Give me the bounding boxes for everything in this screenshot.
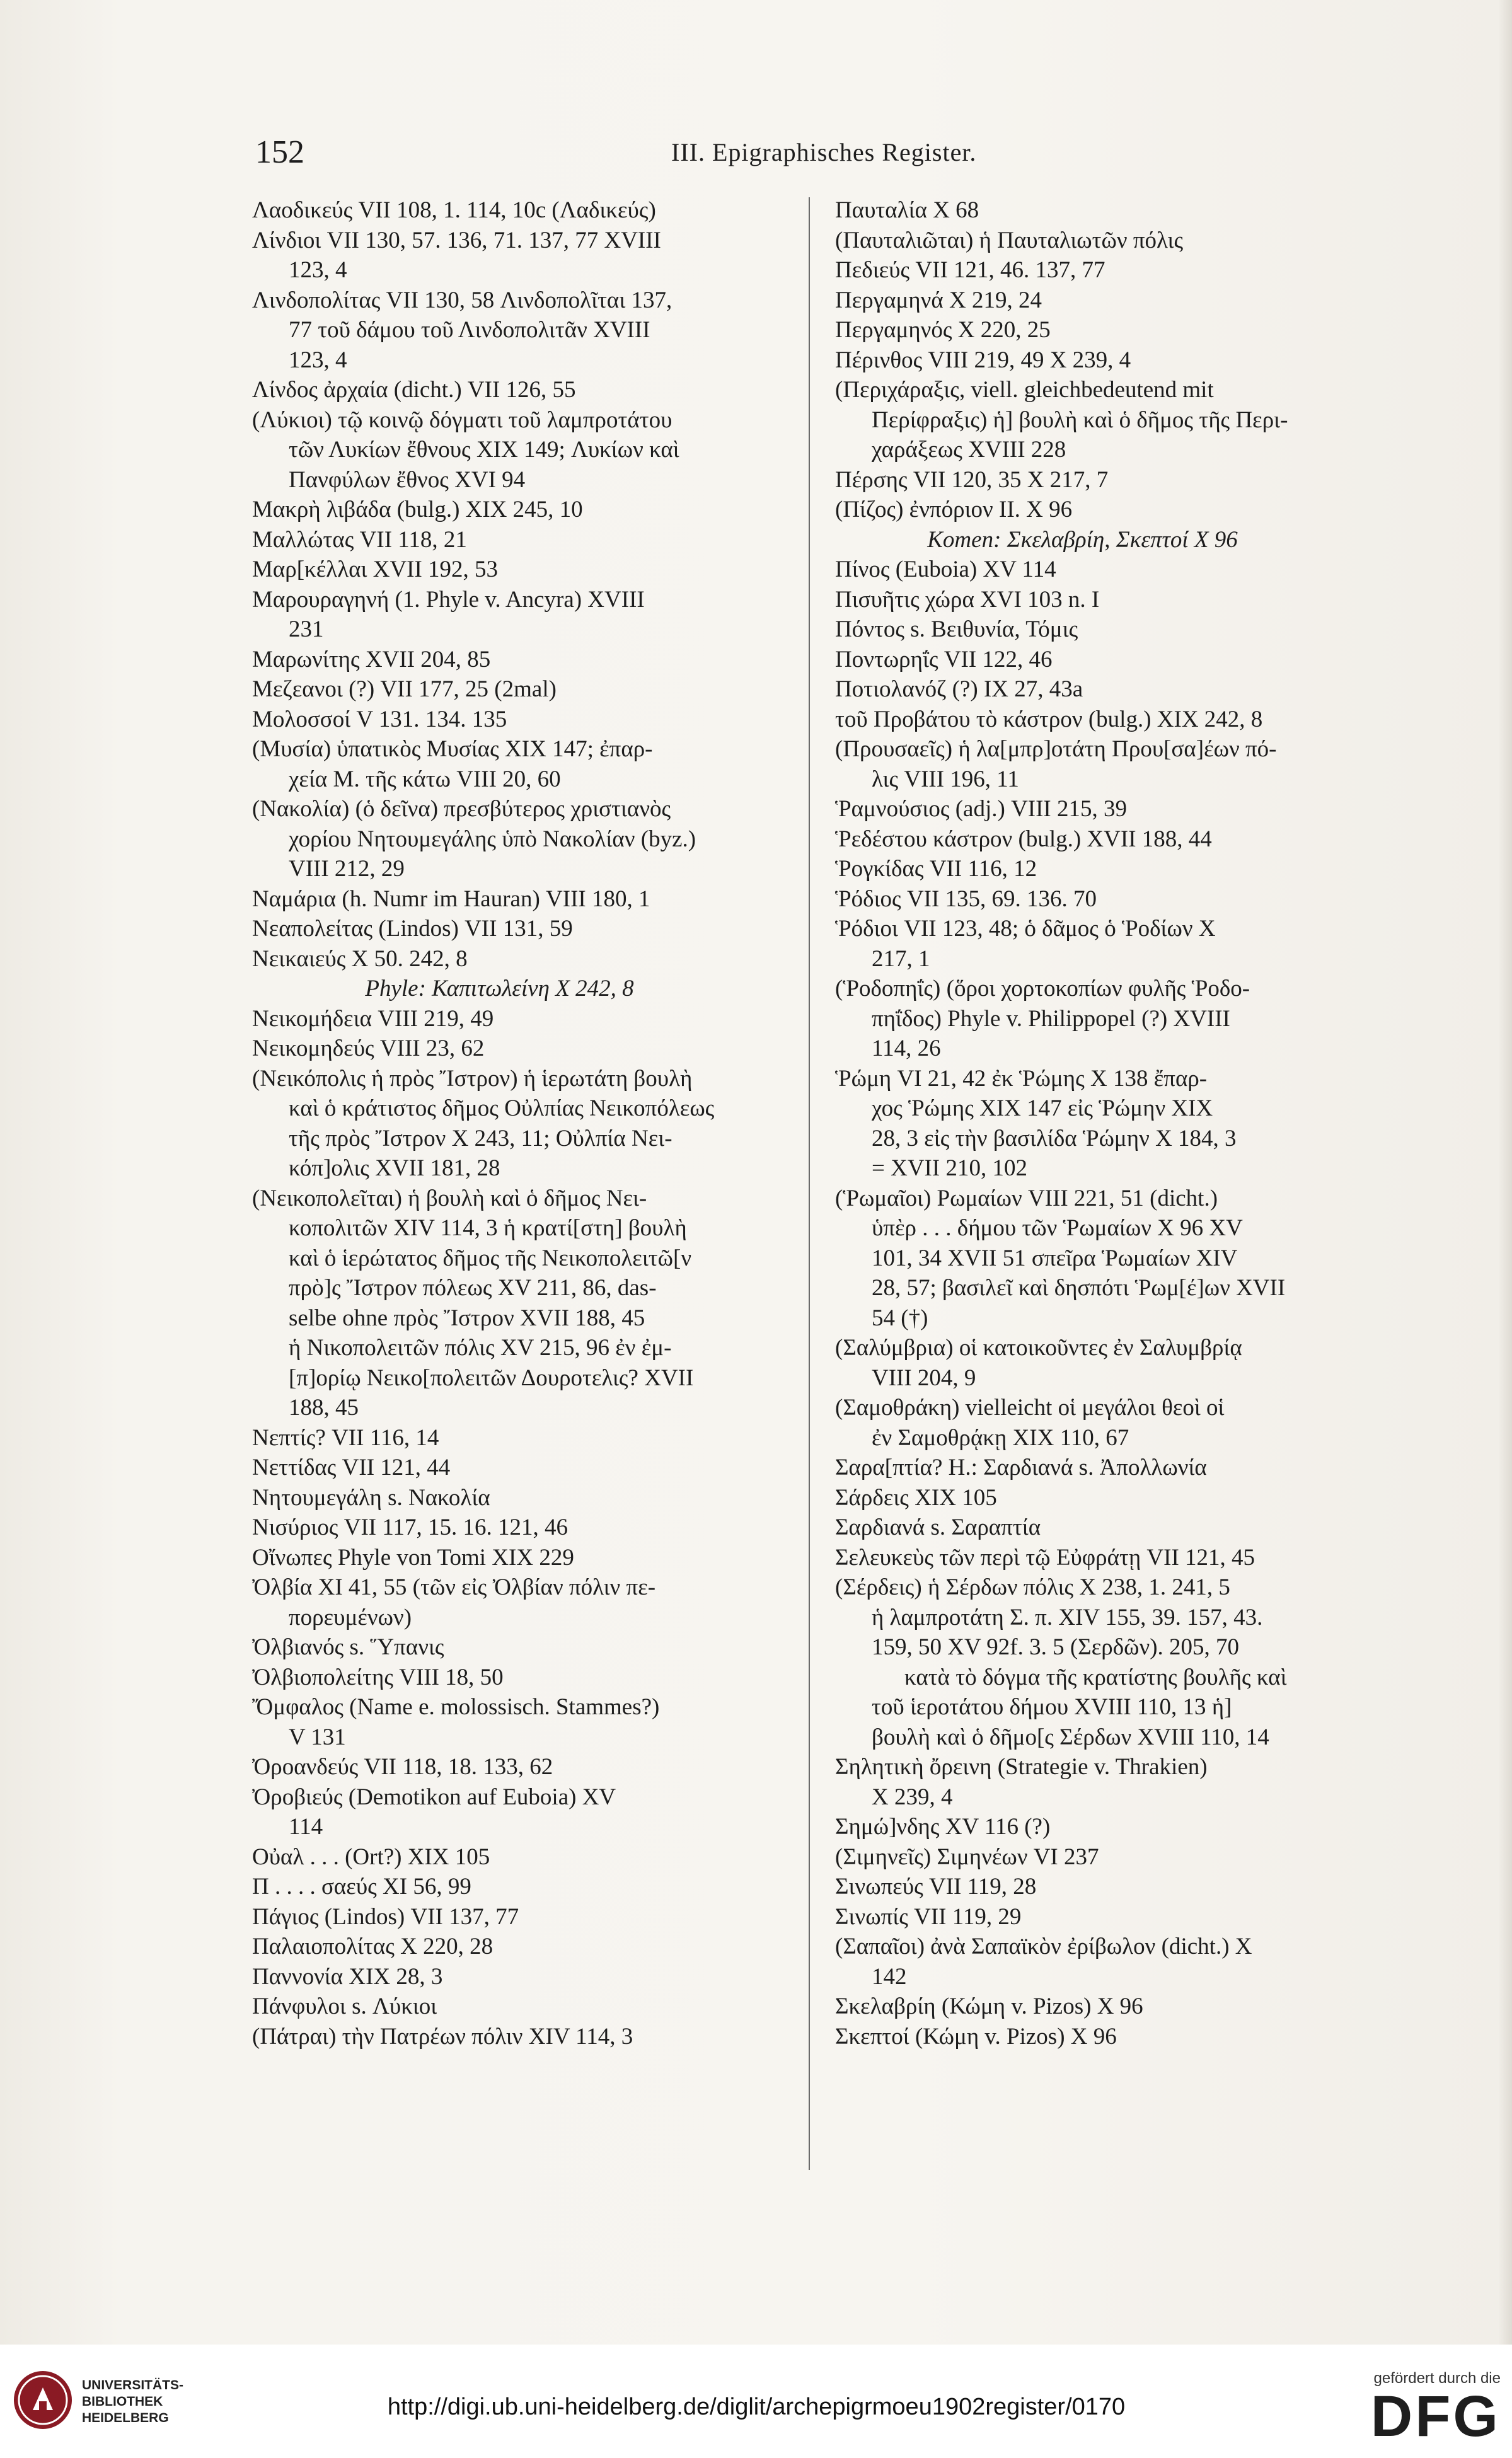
register-entry-line: τῆς πρὸς Ἴστρον X 243, 11; Οὐλπία Νει- bbox=[289, 1125, 672, 1151]
funded-by-text: gefördert durch die bbox=[1373, 2370, 1501, 2387]
register-entry-line: Σαρδιανά s. Σαραπτία bbox=[835, 1515, 1041, 1540]
register-entry-line: (Μυσία) ὑπατικὸς Μυσίας XIX 147; ἐπαρ- bbox=[252, 736, 653, 762]
funding-notice bbox=[1370, 2370, 1501, 2449]
register-entry-line: τοῦ ἱεροτάτου δήμου XVIII 110, 13 ἡ] bbox=[872, 1694, 1232, 1720]
register-entry-line: Πέρινθος VIII 219, 49 X 239, 4 bbox=[835, 347, 1131, 373]
register-entry-line: (Νακολία) (ὁ δεῖνα) πρεσβύτερος χριστιανὸς bbox=[252, 796, 671, 822]
register-entry-line: Σινωπεύς VII 119, 28 bbox=[835, 1874, 1037, 1900]
register-entry-line: Πανφύλων ἔθνος XVI 94 bbox=[289, 466, 526, 493]
register-entry-line: Σκεπτοί (Κώμη v. Pizos) X 96 bbox=[835, 2023, 1117, 2050]
register-entry-line: Πόντος s. Βειθυνία, Τόμις bbox=[835, 616, 1078, 642]
register-entry-line: = XVII 210, 102 bbox=[872, 1155, 1027, 1181]
register-entry-line: τῶν Λυκίων ἔθνους XIX 149; Λυκίων καὶ bbox=[289, 437, 679, 463]
register-entry-line: (Σαπαῖοι) ἀνὰ Σαπαϊκὸν ἐρίβωλον (dicht.) X bbox=[835, 1934, 1252, 1959]
register-entry-line: Μαρ[κέλλαι XVII 192, 53 bbox=[252, 557, 499, 582]
register-entry-line: X 239, 4 bbox=[872, 1784, 953, 1810]
register-entry-line: Παλαιοπολίτας X 220, 28 bbox=[252, 1934, 493, 1959]
register-entry-line: Πέρσης VII 120, 35 X 217, 7 bbox=[835, 466, 1109, 493]
register-entry-line: Νισύριος VII 117, 15. 16. 121, 46 bbox=[252, 1515, 568, 1540]
register-entry-line: Λαοδικεύς VII 108, 1. 114, 10c (Λαδικεύς) bbox=[252, 197, 656, 223]
register-entry-line: Ὄμφαλος (Name e. molossisch. Stammes?) bbox=[252, 1694, 660, 1720]
register-entry-line: χεία Μ. τῆς κάτω VIII 20, 60 bbox=[289, 766, 561, 792]
register-entry-line: Ὀλβιανός s. Ὕπανις bbox=[252, 1634, 444, 1660]
register-entry-line: 159, 50 XV 92f. 3. 5 (Σερδῶν). 205, 70 bbox=[872, 1634, 1240, 1660]
footer-bar bbox=[0, 2345, 1512, 2458]
register-entry-line: Λίνδος ἀρχαία (dicht.) VII 126, 55 bbox=[252, 377, 576, 403]
register-entry-line: κόπ]ολις XVII 181, 28 bbox=[289, 1155, 500, 1181]
library-name-line: BIBLIOTHEK bbox=[82, 2394, 163, 2409]
register-entry-line: Ποντωρηΐς VII 122, 46 bbox=[835, 646, 1053, 672]
running-head: III. Epigraphisches Register. bbox=[671, 138, 977, 166]
register-entry-line: Μαρουραγηνή (1. Phyle v. Ancyra) XVIII bbox=[252, 586, 645, 613]
page-edge-shadow bbox=[1498, 0, 1512, 2345]
register-entry-line: Σηλητικὴ ὄρεινη (Strategie v. Thrakien) bbox=[835, 1754, 1208, 1780]
register-entry-line: καὶ ὁ ἱερώτατος δῆμος τῆς Νεικοπολειτῶ[ν bbox=[289, 1245, 692, 1271]
register-entry-line: (Πάτραι) τὴν Πατρέων πόλιν XIV 114, 3 bbox=[252, 2023, 633, 2050]
register-entry-line: Μακρὴ λιβάδα (bulg.) XIX 245, 10 bbox=[252, 497, 583, 522]
register-entry-line: Ναμάρια (h. Numr im Hauran) VIII 180, 1 bbox=[252, 886, 650, 912]
left-column bbox=[252, 195, 747, 2051]
register-entry-line: Σκελαβρίη (Κώμη v. Pizos) X 96 bbox=[835, 1994, 1143, 2019]
register-entry-line: πρὸ]ς Ἴστρον πόλεως XV 211, 86, das- bbox=[289, 1275, 657, 1301]
register-entry-line: χορίου Νητουμεγάλης ὑπὸ Νακολίαν (byz.) bbox=[289, 826, 696, 852]
register-entry-line: (Σέρδεις) ἡ Σέρδων πόλις X 238, 1. 241, 5 bbox=[835, 1574, 1230, 1600]
register-entry-line: ὑπὲρ . . . δήμου τῶν Ῥωμαίων X 96 XV bbox=[872, 1215, 1243, 1241]
register-entry-line: Σαρα[πτία? H.: Σαρδιανά s. Ἀπολλωνία bbox=[835, 1455, 1207, 1480]
register-entry-line: (Παυταλιῶται) ἡ Παυταλιωτῶν πόλις bbox=[835, 227, 1184, 253]
register-entry-line: 54 (†) bbox=[872, 1305, 928, 1331]
register-entry-line: Ῥεδέστου κάστρον (bulg.) XVII 188, 44 bbox=[835, 826, 1212, 852]
register-entry-line: Ῥογκίδας VII 116, 12 bbox=[835, 856, 1037, 882]
register-entry-line: selbe ohne πρὸς Ἴστρον XVII 188, 45 bbox=[289, 1305, 645, 1331]
register-entry-line: Παννονία XIX 28, 3 bbox=[252, 1963, 443, 1990]
register-entry-line: 114, 26 bbox=[872, 1036, 941, 1061]
register-entry-line: χαράξεως XVIII 228 bbox=[872, 437, 1066, 463]
register-entry-line: (Περιχάραξις, viell. gleichbedeutend mit bbox=[835, 377, 1214, 403]
register-entry-line: (Σιμηνεῖς) Σιμηνέων VI 237 bbox=[835, 1843, 1099, 1870]
register-entry-line: (Νεικόπολις ἡ πρὸς Ἴστρον) ἡ ἱερωτάτη βουλὴ bbox=[252, 1065, 693, 1092]
library-name-line: HEIDELBERG bbox=[82, 2411, 169, 2425]
register-entry-line: Ποτιολανόζ (?) IX 27, 43a bbox=[835, 676, 1083, 702]
register-entry-line: Περγαμηνά X 219, 24 bbox=[835, 287, 1042, 313]
register-entry-line: Λίνδιοι VII 130, 57. 136, 71. 137, 77 XVIII bbox=[252, 227, 661, 253]
register-entry-line: 77 τοῦ δάμου τοῦ Λινδοπολιτᾶν XVIII bbox=[289, 317, 650, 343]
register-entry-line: V 131 bbox=[289, 1724, 346, 1750]
register-entry-line: ἐν Σαμοθρᾴκῃ XIX 110, 67 bbox=[872, 1424, 1129, 1451]
register-entry-line: (Προυσαεῖς) ἡ λα[μπρ]οτάτη Πρου[σα]έων πό- bbox=[835, 736, 1277, 762]
library-name-line: UNIVERSITÄTS- bbox=[82, 2378, 184, 2392]
register-entry-line: Ῥαμνούσιος (adj.) VIII 215, 39 bbox=[835, 796, 1128, 822]
register-entry-line: κατὰ τὸ δόγμα τῆς κρατίστης βουλῆς καὶ bbox=[904, 1664, 1287, 1690]
register-entry-line: Μολοσσοί V 131. 134. 135 bbox=[252, 706, 507, 732]
page-header bbox=[255, 134, 1295, 178]
register-entry-line: χος Ῥώμης XIX 147 εἰς Ῥώμην XIX bbox=[872, 1095, 1213, 1121]
register-entry-line: Μαρωνίτης XVII 204, 85 bbox=[252, 646, 491, 672]
register-entry-line: Σελευκεὺς τῶν περὶ τῷ Εὐφράτῃ VII 121, 45 bbox=[835, 1544, 1255, 1571]
register-entry-line: Περίφραξις) ἡ] βουλὴ καὶ ὁ δῆμος τῆς Περι- bbox=[872, 407, 1288, 433]
register-entry-line: (Λύκιοι) τῷ κοινῷ δόγματι τοῦ λαμπροτάτου bbox=[252, 407, 672, 433]
register-entry-line: Νεττίδας VII 121, 44 bbox=[252, 1455, 451, 1480]
column-divider bbox=[809, 197, 810, 2170]
register-entry-line: Πίνος (Euboia) XV 114 bbox=[835, 557, 1056, 582]
register-entry-line: Νητουμεγάλη s. Νακολία bbox=[252, 1484, 490, 1511]
dfg-logo: DFG bbox=[1370, 2384, 1501, 2449]
register-entry-line: Σινωπίς VII 119, 29 bbox=[835, 1903, 1022, 1930]
register-entry-line: ἡ Νικοπολειτῶν πόλις XV 215, 96 ἐν ἐμ- bbox=[289, 1335, 672, 1361]
register-entry-line: Ῥόδιοι VII 123, 48; ὁ δᾶμος ὁ Ῥοδίων X bbox=[835, 916, 1216, 942]
register-entry-line: Νεπτίς? VII 116, 14 bbox=[252, 1424, 439, 1451]
register-entry-line: 217, 1 bbox=[872, 945, 930, 972]
right-column bbox=[835, 195, 1330, 2051]
page-number: 152 bbox=[255, 134, 304, 170]
register-entry-line: 142 bbox=[872, 1963, 907, 1990]
register-entry-line: 123, 4 bbox=[289, 347, 347, 373]
register-entry-line: Νεαπολείτας (Lindos) VII 131, 59 bbox=[252, 916, 573, 942]
register-entry-line: 188, 45 bbox=[289, 1395, 359, 1421]
register-entry-line: Παυταλία X 68 bbox=[835, 197, 979, 223]
register-entry-line: τοῦ Προβάτου τὸ κάστρον (bulg.) XIX 242, 8 bbox=[835, 706, 1263, 732]
register-entry-line: 114 bbox=[289, 1814, 323, 1840]
register-entry-line: Ὀλβία XI 41, 55 (τῶν εἰς Ὀλβίαν πόλιν πε- bbox=[252, 1574, 656, 1600]
register-entry-line: Μεζεανοι (?) VII 177, 25 (2mal) bbox=[252, 676, 557, 702]
register-entry-line: [π]ορίῳ Νεικο[πολειτῶν Δουροτελις? XVII bbox=[289, 1365, 694, 1391]
register-entry-line: Πισυῆτις χώρα XVI 103 n. I bbox=[835, 586, 1100, 613]
register-entry-line: πορευμένων) bbox=[289, 1604, 412, 1630]
register-entry-line: Ῥώμη VI 21, 42 ἐκ Ῥώμης X 138 ἔπαρ- bbox=[835, 1065, 1208, 1092]
register-entry-line: Νεικομηδεύς VIII 23, 62 bbox=[252, 1036, 485, 1061]
register-entry-line: (Σαλύμβρια) οἱ κατοικοῦντες ἐν Σαλυμβρίᾳ bbox=[835, 1335, 1242, 1361]
register-entry-line: λις VIII 196, 11 bbox=[872, 766, 1019, 792]
register-entry-line: Μαλλώτας VII 118, 21 bbox=[252, 526, 467, 553]
register-entry-line: Νεικομήδεια VIII 219, 49 bbox=[252, 1005, 494, 1032]
register-entry-line: ἡ λαμπροτάτη Σ. π. XIV 155, 39. 157, 43. bbox=[872, 1604, 1263, 1630]
register-entry-line: Πάγιος (Lindos) VII 137, 77 bbox=[252, 1903, 519, 1930]
register-entry-line: καὶ ὁ κράτιστος δῆμος Οὐλπίας Νεικοπόλεως bbox=[289, 1095, 715, 1121]
register-entry-line: Ὀροβιεύς (Demotikon auf Euboia) XV bbox=[252, 1784, 616, 1810]
register-entry-line: Οὐαλ . . . (Ort?) XIX 105 bbox=[252, 1843, 490, 1870]
register-entry-line: 123, 4 bbox=[289, 257, 347, 283]
register-entry-line: (Νεικοπολεῖται) ἡ βουλὴ καὶ ὁ δῆμος Νει- bbox=[252, 1185, 647, 1211]
register-entry-line: Οἴνωπες Phyle von Tomi XIX 229 bbox=[252, 1544, 574, 1571]
register-entry-line: Σάρδεις XIX 105 bbox=[835, 1484, 997, 1511]
register-entry-line: Ὀροανδεύς VII 118, 18. 133, 62 bbox=[252, 1754, 553, 1780]
permalink-url[interactable]: http://digi.ub.uni-heidelberg.de/diglit/archepigrmoeu1902register/0170 bbox=[387, 2394, 1126, 2420]
register-entry-line: Πεδιεύς VII 121, 46. 137, 77 bbox=[835, 257, 1105, 283]
register-entry-line: (Ῥοδοπηΐς) (ὅροι χορτοκοπίων φυλῆς Ῥοδο- bbox=[835, 976, 1250, 1001]
register-entry-line: κοπολιτῶν XIV 114, 3 ἡ κρατί[στη] βουλὴ bbox=[289, 1215, 687, 1241]
register-entry-line: Komen: Σκελαβρίη, Σκεπτοί X 96 bbox=[927, 526, 1238, 553]
register-entry-line: (Πίζος) ἐνπόριον II. X 96 bbox=[835, 497, 1073, 522]
register-entry-line: Phyle: Καπιτωλείνη X 242, 8 bbox=[365, 976, 634, 1001]
register-entry-line: 28, 57; βασιλεῖ καὶ δησπότι Ῥωμ[έ]ων XVII bbox=[872, 1275, 1286, 1301]
register-entry-line: Νεικαιεύς X 50. 242, 8 bbox=[252, 945, 468, 972]
register-entry-line: Λινδοπολίτας VII 130, 58 Λινδοπολῖται 137, bbox=[252, 287, 672, 313]
register-entry-line: Περγαμηνός X 220, 25 bbox=[835, 317, 1051, 343]
register-entry-line: (Ῥωμαῖοι) Ρωμαίων VIII 221, 51 (dicht.) bbox=[835, 1185, 1218, 1211]
register-entry-line: Ῥόδιος VII 135, 69. 136. 70 bbox=[835, 886, 1097, 912]
register-entry-line: 28, 3 εἰς τὴν βασιλίδα Ῥώμην X 184, 3 bbox=[872, 1125, 1237, 1151]
register-entry-line: πηΐδος) Phyle v. Philippopel (?) XVIII bbox=[872, 1005, 1230, 1032]
register-entry-line: VIII 204, 9 bbox=[872, 1365, 976, 1391]
register-entry-line: 101, 34 XVII 51 σπεῖρα Ῥωμαίων XIV bbox=[872, 1245, 1238, 1271]
register-entry-line: 231 bbox=[289, 616, 324, 642]
register-entry-line: (Σαμοθράκη) vielleicht οἱ μεγάλοι θεοὶ οἱ bbox=[835, 1395, 1225, 1421]
register-entry-line: Σημώ]νδης XV 116 (?) bbox=[835, 1814, 1051, 1840]
register-entry-line: Π . . . . σαεύς XI 56, 99 bbox=[252, 1874, 471, 1900]
register-entry-line: Πάνφυλοι s. Λύκιοι bbox=[252, 1994, 437, 2019]
register-entry-line: VIII 212, 29 bbox=[289, 856, 405, 882]
register-entry-line: βουλὴ καὶ ὁ δῆμο[ς Σέρδων XVIII 110, 14 bbox=[872, 1724, 1269, 1750]
library-name bbox=[82, 2377, 183, 2426]
university-seal-icon bbox=[11, 2369, 74, 2432]
register-entry-line: Ὀλβιοπολείτης VIII 18, 50 bbox=[252, 1664, 504, 1690]
